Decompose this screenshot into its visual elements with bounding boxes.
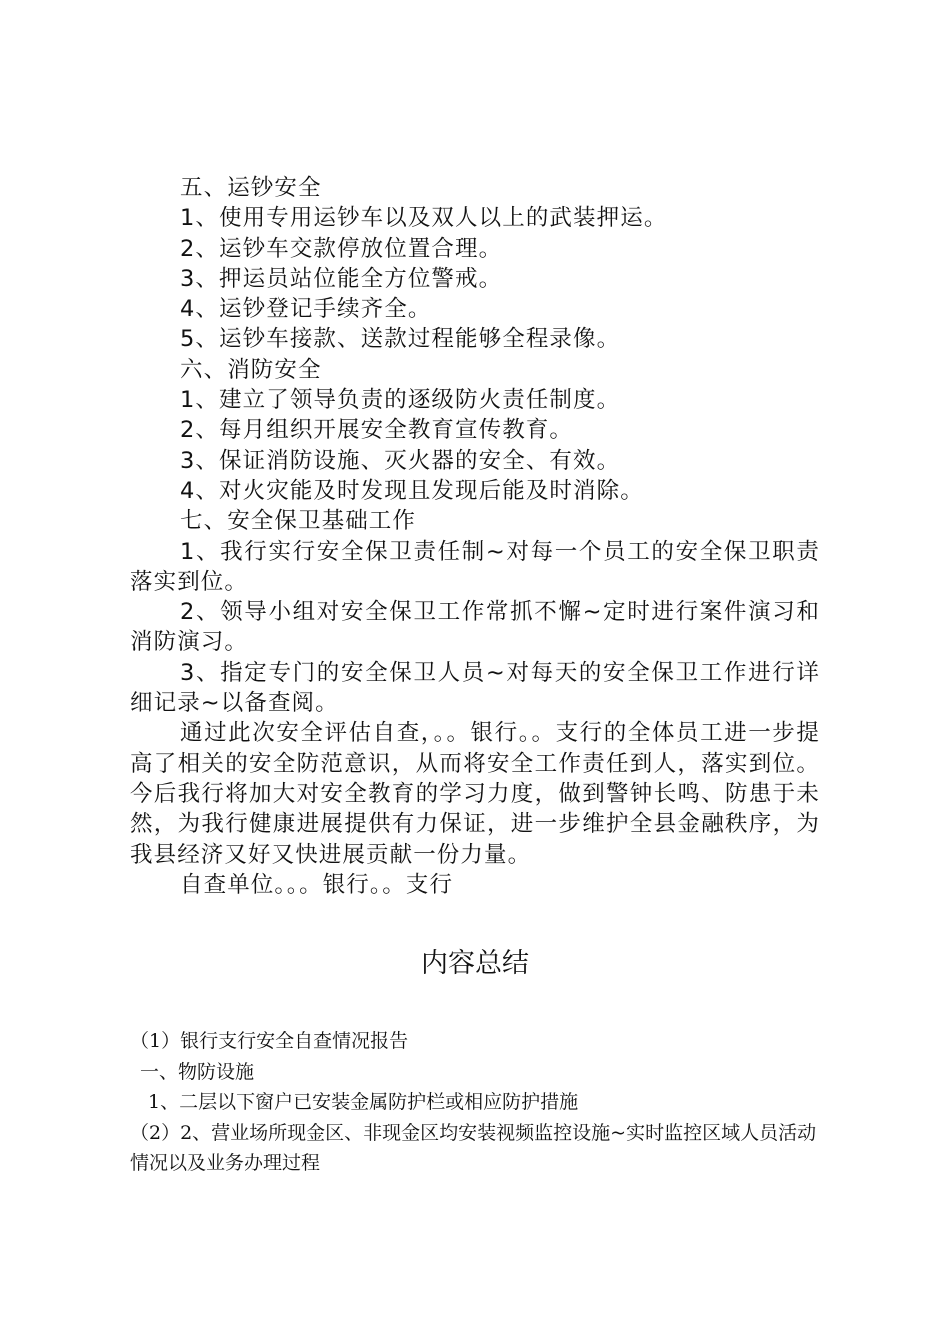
paragraph: 3、指定专门的安全保卫人员~对每天的安全保卫工作进行详细记录~以备查阅。: [130, 659, 820, 717]
section-heading-cash-transport: 五、运钞安全: [180, 175, 322, 201]
summary-line: （1）银行支行安全自查情况报告: [130, 1030, 409, 1052]
conclusion-paragraph: 通过此次安全评估自查，。。银行。。支行的全体员工进一步提高了相关的安全防范意识，从而将安全工作责任到人，落实到位。今后我行将加大对安全教育的学习力度，做到警钟长鸣、防患于未然，为我行健康进展提供有力保证，进一步维护全县金融秩序，为我县经济又好又快进展贡献一份力量。: [130, 720, 820, 868]
paragraph: 1、使用专用运钞车以及双人以上的武装押运。: [180, 205, 668, 232]
paragraph: 4、运钞登记手续齐全。: [180, 296, 432, 323]
summary-title: 内容总结: [421, 948, 529, 979]
paragraph: 3、押运员站位能全方位警戒。: [180, 265, 503, 292]
paragraph: 1、建立了领导负责的逐级防火责任制度。: [180, 387, 621, 414]
paragraph: 3、保证消防设施、灭火器的安全、有效。: [180, 447, 621, 474]
paragraph: 2、领导小组对安全保卫工作常抓不懈~定时进行案件演习和消防演习。: [130, 599, 820, 656]
document-body: [130, 173, 820, 900]
summary-line: （2）2、营业场所现金区、非现金区均安装视频监控设施~实时监控区域人员活动情况以及业务办理过程: [130, 1121, 817, 1174]
section-heading-security-basics: 七、安全保卫基础工作: [180, 508, 417, 535]
paragraph: 4、对火灾能及时发现且发现后能及时消除。: [180, 477, 644, 504]
summary-line: 一、物防设施: [140, 1060, 255, 1083]
signature-line: 自查单位。。。银行。。支行: [180, 871, 454, 898]
paragraph: 5、运钞车接款、送款过程能够全程录像。: [180, 326, 621, 353]
paragraph: 2、每月组织开展安全教育宣传教育。: [180, 417, 574, 444]
summary-line: 1、二层以下窗户已安装金属防护栏或相应防护措施: [148, 1091, 579, 1113]
paragraph: 1、我行实行安全保卫责任制~对每一个员工的安全保卫职责落实到位。: [130, 538, 820, 595]
section-heading-fire-safety: 六、消防安全: [180, 356, 322, 383]
paragraph: 2、运钞车交款停放位置合理。: [180, 235, 503, 262]
summary-section: [130, 1026, 830, 1179]
